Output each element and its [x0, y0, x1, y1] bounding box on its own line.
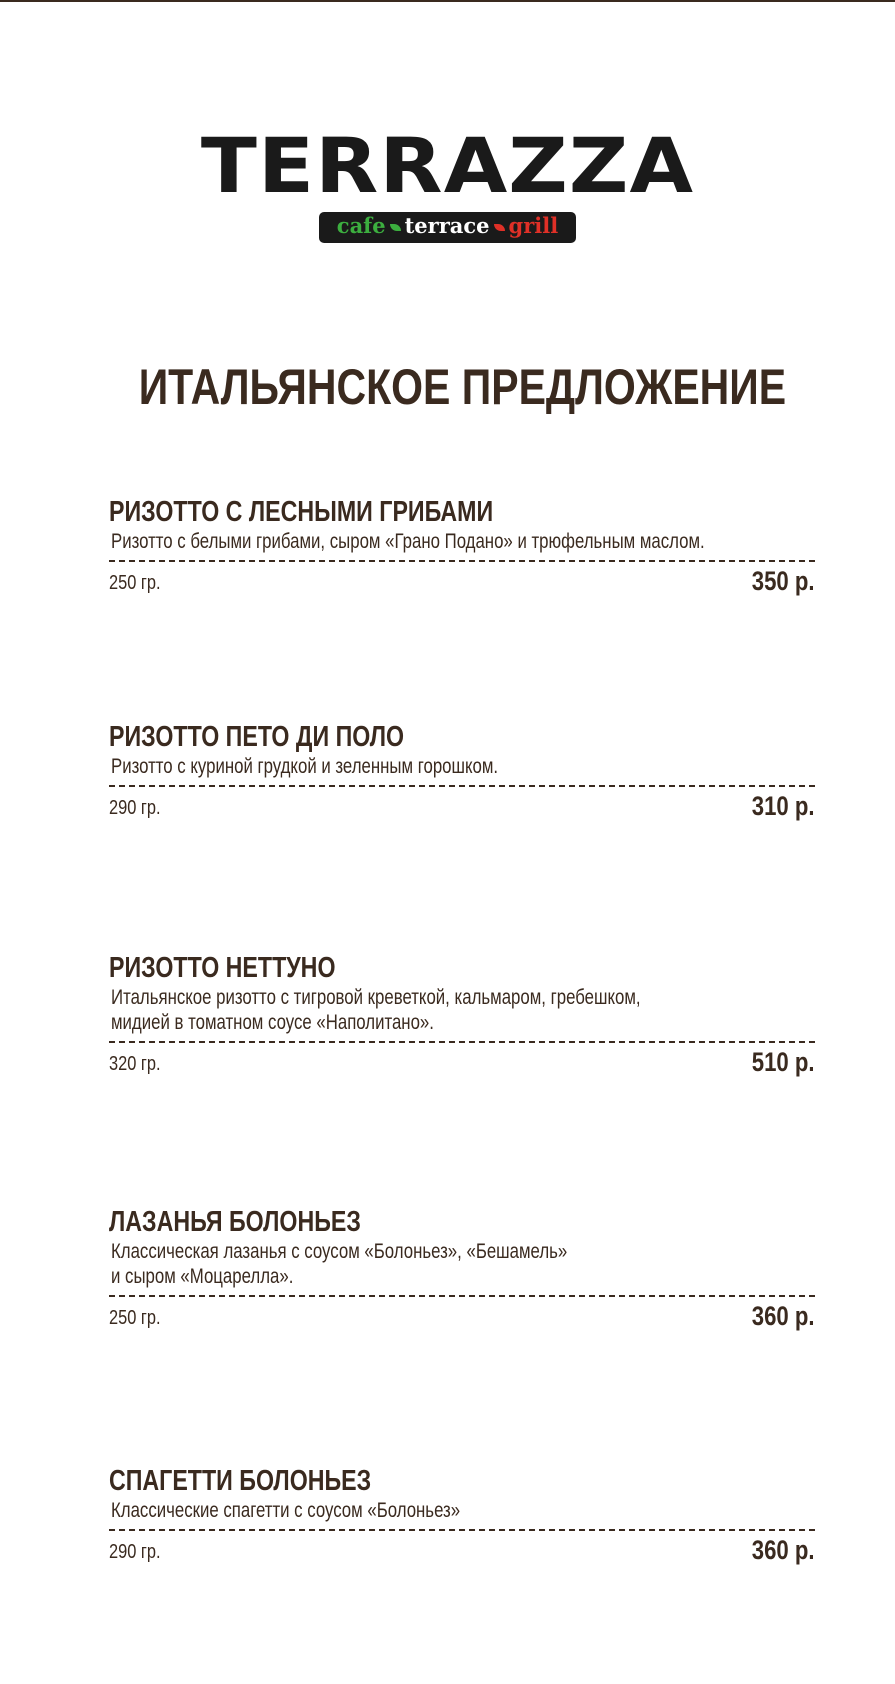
item-meta — [109, 791, 815, 825]
menu-item — [109, 1205, 815, 1335]
menu-item — [109, 495, 815, 600]
brand-name: TERRAZZA — [200, 121, 695, 210]
item-meta — [109, 1047, 815, 1081]
dashed-divider — [109, 1529, 815, 1531]
item-price: 310 р. — [752, 791, 815, 821]
top-border — [0, 0, 895, 2]
item-weight: 320 гр. — [109, 1053, 161, 1075]
menu-item — [109, 951, 815, 1081]
item-name: ЛАЗАНЬЯ БОЛОНЬЕЗ — [109, 1206, 361, 1238]
tagline-terrace: terrace — [404, 213, 490, 238]
section-title: ИТАЛЬЯНСКОЕ ПРЕДЛОЖЕНИЕ — [138, 359, 787, 415]
item-price: 360 р. — [752, 1301, 815, 1331]
item-description: Итальянское ризотто с тигровой креветкой, кальмаром, гребешком, мидией в томатном соусе «Наполитано». — [111, 986, 641, 1034]
brand-tagline — [319, 212, 576, 243]
item-price: 360 р. — [752, 1535, 815, 1565]
tagline-cafe: cafe — [336, 213, 386, 238]
green-leaf-icon — [390, 224, 401, 231]
item-meta — [109, 1535, 815, 1569]
menu-item — [109, 720, 815, 825]
item-price: 510 р. — [752, 1047, 815, 1077]
item-weight: 290 гр. — [109, 1541, 161, 1563]
dashed-divider — [109, 560, 815, 562]
item-description: Ризотто с белыми грибами, сыром «Грано Подано» и трюфельным маслом. — [111, 530, 705, 553]
item-name: СПАГЕТТИ БОЛОНЬЕЗ — [109, 1465, 372, 1497]
item-price: 350 р. — [752, 566, 815, 596]
item-weight: 290 гр. — [109, 797, 161, 819]
item-weight: 250 гр. — [109, 1307, 161, 1329]
item-name: РИЗОТТО С ЛЕСНЫМИ ГРИБАМИ — [109, 496, 494, 528]
item-meta — [109, 1301, 815, 1335]
red-leaf-icon — [494, 224, 505, 231]
item-description: Классическая лазанья с соусом «Болоньез», «Бешамель» и сыром «Моцарелла». — [111, 1240, 568, 1288]
item-name: РИЗОТТО ПЕТО ДИ ПОЛО — [109, 721, 405, 753]
menu-item — [109, 1464, 815, 1569]
item-description: Классические спагетти с соусом «Болоньез» — [111, 1499, 461, 1522]
item-meta — [109, 566, 815, 600]
brand-logo — [0, 121, 895, 243]
item-name: РИЗОТТО НЕТТУНО — [109, 952, 336, 984]
dashed-divider — [109, 785, 815, 787]
dashed-divider — [109, 1295, 815, 1297]
item-description: Ризотто с куриной грудкой и зеленным горошком. — [111, 755, 499, 778]
dashed-divider — [109, 1041, 815, 1043]
item-weight: 250 гр. — [109, 572, 161, 594]
tagline-grill: grill — [508, 213, 559, 238]
